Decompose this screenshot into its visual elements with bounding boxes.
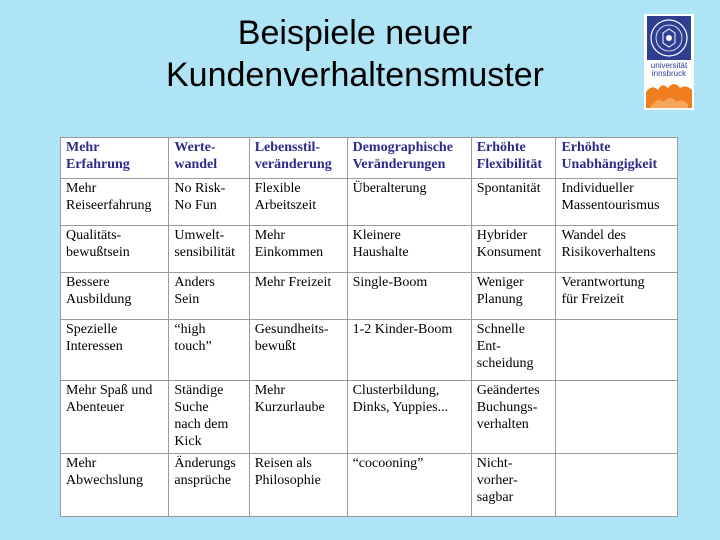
table-cell: Mehr Reiseerfahrung <box>61 179 169 226</box>
table-cell: Anders Sein <box>169 273 249 320</box>
header-cell: Erhöhte Unabhängigkeit <box>556 138 678 179</box>
table-cell: Clusterbildung, Dinks, Yuppies... <box>347 381 471 454</box>
university-name <box>644 62 694 78</box>
table-cell <box>556 381 678 454</box>
logo-line-2: innsbruck <box>651 69 687 78</box>
table-cell: Individueller Massentourismus <box>556 179 678 226</box>
logo-graphic-icon <box>646 80 692 108</box>
table-cell: Weniger Planung <box>471 273 556 320</box>
table-cell: Hybrider Konsument <box>471 226 556 273</box>
table-cell: Mehr Einkommen <box>249 226 347 273</box>
table-cell: Gesundheits- bewußt <box>249 320 347 381</box>
table-cell: Geändertes Buchungs- verhalten <box>471 381 556 454</box>
table-cell: Spezielle Interessen <box>61 320 169 381</box>
table-cell: Umwelt- sensibilität <box>169 226 249 273</box>
table-row <box>61 273 678 320</box>
slide-title-line-2: Kundenverhaltensmuster <box>165 56 544 94</box>
behavior-patterns-table <box>60 137 678 517</box>
table-cell: Mehr Freizeit <box>249 273 347 320</box>
table-cell: Qualitäts- bewußtsein <box>61 226 169 273</box>
table-cell: Nicht- vorher- sagbar <box>471 454 556 517</box>
table-cell: Verantwortung für Freizeit <box>556 273 678 320</box>
table-cell: “high touch” <box>169 320 249 381</box>
table-cell: Ständige Suche nach dem Kick <box>169 381 249 454</box>
table-cell: No Risk- No Fun <box>169 179 249 226</box>
table-cell: Kleinere Haushalte <box>347 226 471 273</box>
table-cell: Spontanität <box>471 179 556 226</box>
table-cell: Schnelle Ent- scheidung <box>471 320 556 381</box>
table-cell: 1-2 Kinder-Boom <box>347 320 471 381</box>
header-cell: Erhöhte Flexibilität <box>471 138 556 179</box>
table-cell: Wandel des Risikoverhaltens <box>556 226 678 273</box>
table-cell: Mehr Spaß und Abenteuer <box>61 381 169 454</box>
table-cell <box>556 454 678 517</box>
table-cell: Single-Boom <box>347 273 471 320</box>
table-cell <box>556 320 678 381</box>
table-cell: Reisen als Philosophie <box>249 454 347 517</box>
table-row <box>61 381 678 454</box>
logo-line-1: universität <box>650 61 688 70</box>
header-cell: Werte- wandel <box>169 138 249 179</box>
header-cell: Mehr Erfahrung <box>61 138 169 179</box>
table-cell: Mehr Kurzurlaube <box>249 381 347 454</box>
table-cell: “cocooning” <box>347 454 471 517</box>
table-cell: Mehr Abwechslung <box>61 454 169 517</box>
table-row <box>61 226 678 273</box>
table-header-row <box>61 138 678 179</box>
header-cell: Demographische Veränderungen <box>347 138 471 179</box>
slide-title <box>80 12 630 96</box>
table-row <box>61 320 678 381</box>
table-cell: Änderungs ansprüche <box>169 454 249 517</box>
table-cell: Überalterung <box>347 179 471 226</box>
university-logo <box>644 14 694 110</box>
table-row <box>61 179 678 226</box>
university-seal-icon <box>647 16 691 60</box>
table-cell: Bessere Ausbildung <box>61 273 169 320</box>
slide-title-line-1: Beispiele neuer <box>237 14 473 52</box>
header-cell: Lebensstil- veränderung <box>249 138 347 179</box>
table-cell: Flexible Arbeitszeit <box>249 179 347 226</box>
table-row <box>61 454 678 517</box>
